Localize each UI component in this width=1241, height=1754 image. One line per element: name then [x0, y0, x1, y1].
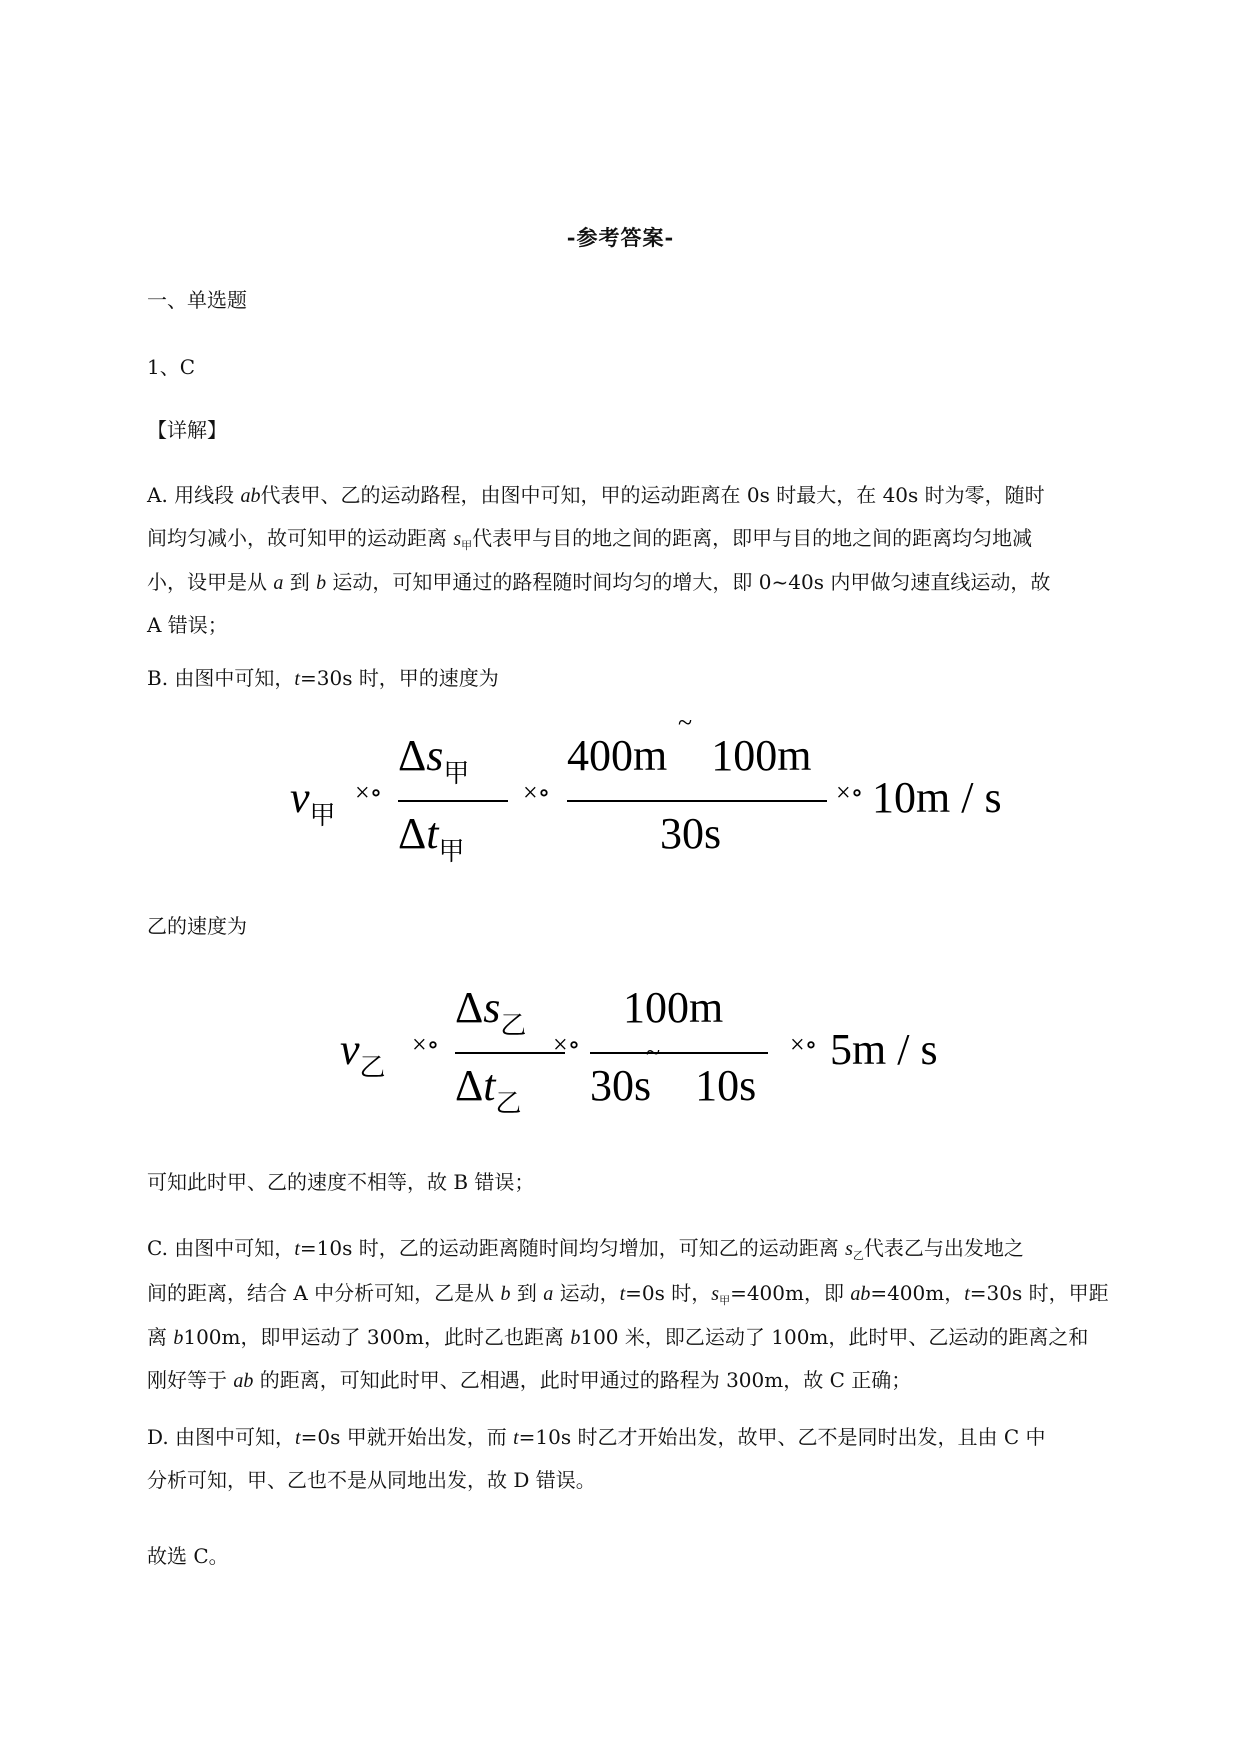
para-c-line-1: C. 由图中可知，t=10s 时，乙的运动距离随时间均匀增加，可知乙的运动距离 $s_乙$代表乙与出发地之	[147, 1236, 1024, 1262]
formula1-eq1: ×∘	[355, 778, 383, 807]
para-d-line-2: 分析可知，甲、乙也不是从同地出发，故 D 错误。	[147, 1467, 596, 1492]
formula2-den2: 30s 10s	[590, 1061, 757, 1110]
page-title: -参考答案-	[566, 225, 675, 250]
formula1-eq3: ×∘	[836, 778, 864, 807]
paragraph-b: B. 由图中可知，t=30s 时，甲的速度为	[147, 666, 499, 690]
para-c-line-4: 刚好等于 ab 的距离，可知此时甲、乙相遇，此时甲通过的路程为 300m，故 C 正确；	[147, 1367, 912, 1392]
formula2-eq2: ×∘	[553, 1030, 581, 1059]
formula-velocity-yi	[340, 982, 980, 1122]
para-d-line-1: D. 由图中可知，t=0s 甲就开始出发，而 t=10s 时乙才开始出发，故甲、乙不是同时出发，且由 C 中	[147, 1425, 1046, 1449]
formula2-num1: $\Delta s_乙$	[455, 983, 527, 1040]
formula2-tilde: ~	[646, 1038, 661, 1067]
formula2-bar1	[455, 1052, 565, 1054]
para-a-line-3: 小，设甲是从 a 到 b 运动，可知甲通过的路程随时间均匀的增大，即 0~40s 内甲做匀速直线运动，故	[147, 570, 1051, 594]
formula2-v: $v_乙$	[340, 1025, 386, 1082]
final-answer: 故选 C。	[147, 1544, 229, 1568]
paragraph-d	[147, 1417, 1157, 1501]
formula1-bar2	[567, 800, 827, 802]
paragraph-c	[147, 1228, 1157, 1402]
formula1-tilde: ~	[678, 708, 693, 737]
paragraph-a	[147, 475, 1157, 646]
formula1-bar1	[398, 800, 508, 802]
formula1-v: $v_甲$	[290, 773, 336, 830]
formula2-den1: $\Delta t_乙$	[455, 1061, 522, 1118]
formula2-num2: 100m	[623, 983, 724, 1032]
formula1-result: 10m / s	[872, 773, 1002, 822]
formula-velocity-jia	[280, 708, 1020, 870]
formula1-den2: 30s	[660, 809, 722, 858]
formula1-den1: $\Delta t_甲$	[398, 809, 465, 866]
formula2-eq1: ×∘	[412, 1030, 440, 1059]
detail-heading: 【详解】	[147, 418, 227, 442]
formula1-num1: $\Delta s_甲$	[398, 731, 470, 788]
section-heading: 一、单选题	[147, 288, 247, 312]
para-a-line-4: A 错误；	[147, 612, 228, 637]
formula2-eq3: ×∘	[790, 1030, 818, 1059]
yi-speed-label: 乙的速度为	[147, 914, 247, 938]
question-number: 1、C	[147, 355, 196, 379]
para-c-line-3: 离 b100m，即甲运动了 300m，此时乙也距离 b100 米，即乙运动了 100m，此时甲、乙运动的距离之和	[147, 1325, 1089, 1349]
para-c-line-2: 间的距离，结合 A 中分析可知，乙是从 b 到 a 运动，t=0s 时，$s_甲=400m$，即 ab=400m，t=30s 时，甲距	[147, 1280, 1109, 1307]
para-a-line-1: A. 用线段 ab代表甲、乙的运动路程，由图中可知，甲的运动距离在 0s 时最大，在 40s 时为零，随时	[147, 483, 1045, 507]
para-a-line-2: 间均匀减小，故可知甲的运动距离 $s_甲$代表甲与目的地之间的距离，即甲与目的地之间的距离均匀地减	[147, 525, 1033, 552]
formula2-result: 5m / s	[830, 1025, 938, 1074]
formula2-bar2	[590, 1052, 768, 1054]
formula1-num2: 400m 100m	[567, 731, 812, 780]
b-conclusion: 可知此时甲、乙的速度不相等，故 B 错误；	[147, 1170, 535, 1194]
formula1-eq2: ×∘	[523, 778, 551, 807]
